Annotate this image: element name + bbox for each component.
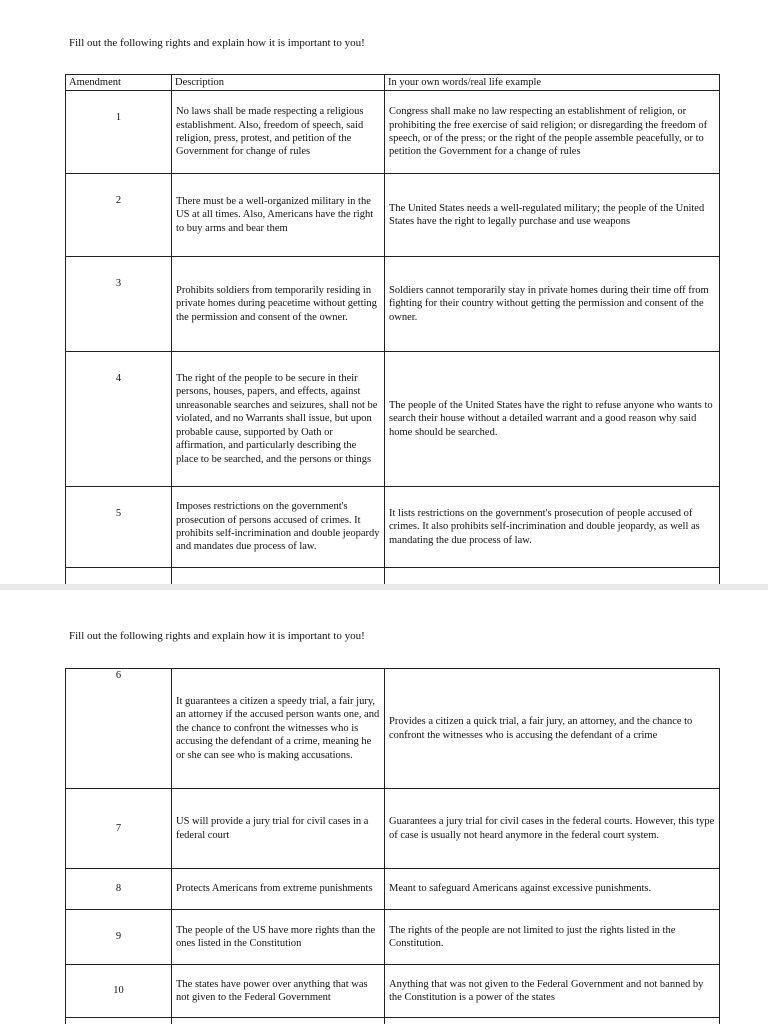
amendment-example: The United States needs a well-regulated military; the people of the United States have the right to legally purchase and use weapons xyxy=(385,174,720,257)
amendment-number: 4 xyxy=(66,352,172,487)
amendment-description: Imposes restrictions on the government's prosecution of persons accused of crimes. It prohibits self-incrimination and double jeopardy and mandates due process of law. xyxy=(172,487,385,568)
amendment-description: It guarantees a citizen a speedy trial, a fair jury, an attorney if the accused person wants one, and the chance to confront the witnesses who is accusing the defendant of a crime, meaning he or she can see who is making accusations. xyxy=(172,669,385,789)
amendment-number: 8 xyxy=(66,869,172,910)
amendment-example: It lists restrictions on the government's prosecution of people accused of crimes. It also prohibits self-incrimination and double jeopardy, as well as mandating the due process of law. xyxy=(385,487,720,568)
table-header-row xyxy=(66,75,720,91)
instruction-text: Fill out the following rights and explain how it is important to you! xyxy=(69,630,365,642)
amendment-description: No laws shall be made respecting a religious establishment. Also, freedom of speech, said religion, press, protest, and petition of the Government for change of rules xyxy=(172,91,385,174)
amendment-number: 3 xyxy=(66,257,172,352)
amendments-table-1 xyxy=(65,74,720,584)
amendment-example: Anything that was not given to the Federal Government and not banned by the Constitution is a power of the states xyxy=(385,965,720,1018)
table-row xyxy=(66,910,720,965)
table-row-partial xyxy=(66,1018,720,1024)
document-page-2 xyxy=(0,590,768,1024)
amendments-table-2 xyxy=(65,668,720,1024)
amendment-description: Prohibits soldiers from temporarily residing in private homes during peacetime without getting the permission and consent of the owner. xyxy=(172,257,385,352)
amendment-example: Congress shall make no law respecting an establishment of religion, or prohibiting the free exercise of said religion; or disregarding the freedom of speech, or of the press; or the right of the people assemble peacefully, or to petition the Government for a change of rules xyxy=(385,91,720,174)
amendment-description: There must be a well-organized military in the US at all times. Also, Americans have the right to buy arms and bear them xyxy=(172,174,385,257)
table-row xyxy=(66,965,720,1018)
table-row xyxy=(66,789,720,869)
amendment-example: The rights of the people are not limited to just the rights listed in the Constitution. xyxy=(385,910,720,965)
table-row xyxy=(66,91,720,174)
table-row xyxy=(66,352,720,487)
amendment-example: Provides a citizen a quick trial, a fair jury, an attorney, and the chance to confront the witnesses who is accusing the defendant of a crime xyxy=(385,669,720,789)
table-row-partial xyxy=(66,568,720,585)
amendment-number: 5 xyxy=(66,487,172,568)
amendment-description: The states have power over anything that was not given to the Federal Government xyxy=(172,965,385,1018)
amendment-description: Protects Americans from extreme punishments xyxy=(172,869,385,910)
instruction-text: Fill out the following rights and explain how it is important to you! xyxy=(69,37,365,49)
amendment-number: 10 xyxy=(66,965,172,1018)
amendment-description: US will provide a jury trial for civil cases in a federal court xyxy=(172,789,385,869)
amendment-example: Meant to safeguard Americans against excessive punishments. xyxy=(385,869,720,910)
amendment-number: 7 xyxy=(66,789,172,869)
header-example: In your own words/real life example xyxy=(385,75,720,91)
amendment-number: 9 xyxy=(66,910,172,965)
table-row xyxy=(66,669,720,789)
amendment-example: Soldiers cannot temporarily stay in private homes during their time off from fighting for their country without getting the permission and consent of the owner. xyxy=(385,257,720,352)
amendment-description: The right of the people to be secure in their persons, houses, papers, and effects, against unreasonable searches and seizures, shall not be violated, and no Warrants shall issue, but upon probable cause, supported by Oath or affirmation, and particularly describing the place to be searched, and the persons or things xyxy=(172,352,385,487)
table-row xyxy=(66,257,720,352)
table-row xyxy=(66,174,720,257)
amendment-example: The people of the United States have the right to refuse anyone who wants to search their house without a detailed warrant and a good reason why said home should be searched. xyxy=(385,352,720,487)
header-amendment: Amendment xyxy=(66,75,172,91)
amendment-example: Guarantees a jury trial for civil cases in the federal courts. However, this type of case is usually not heard anymore in the federal court system. xyxy=(385,789,720,869)
table-row xyxy=(66,487,720,568)
header-description: Description xyxy=(172,75,385,91)
amendment-number: 2 xyxy=(66,174,172,257)
amendment-description: The people of the US have more rights than the ones listed in the Constitution xyxy=(172,910,385,965)
amendment-number: 1 xyxy=(66,91,172,174)
amendment-number: 6 xyxy=(66,669,172,789)
table-row xyxy=(66,869,720,910)
